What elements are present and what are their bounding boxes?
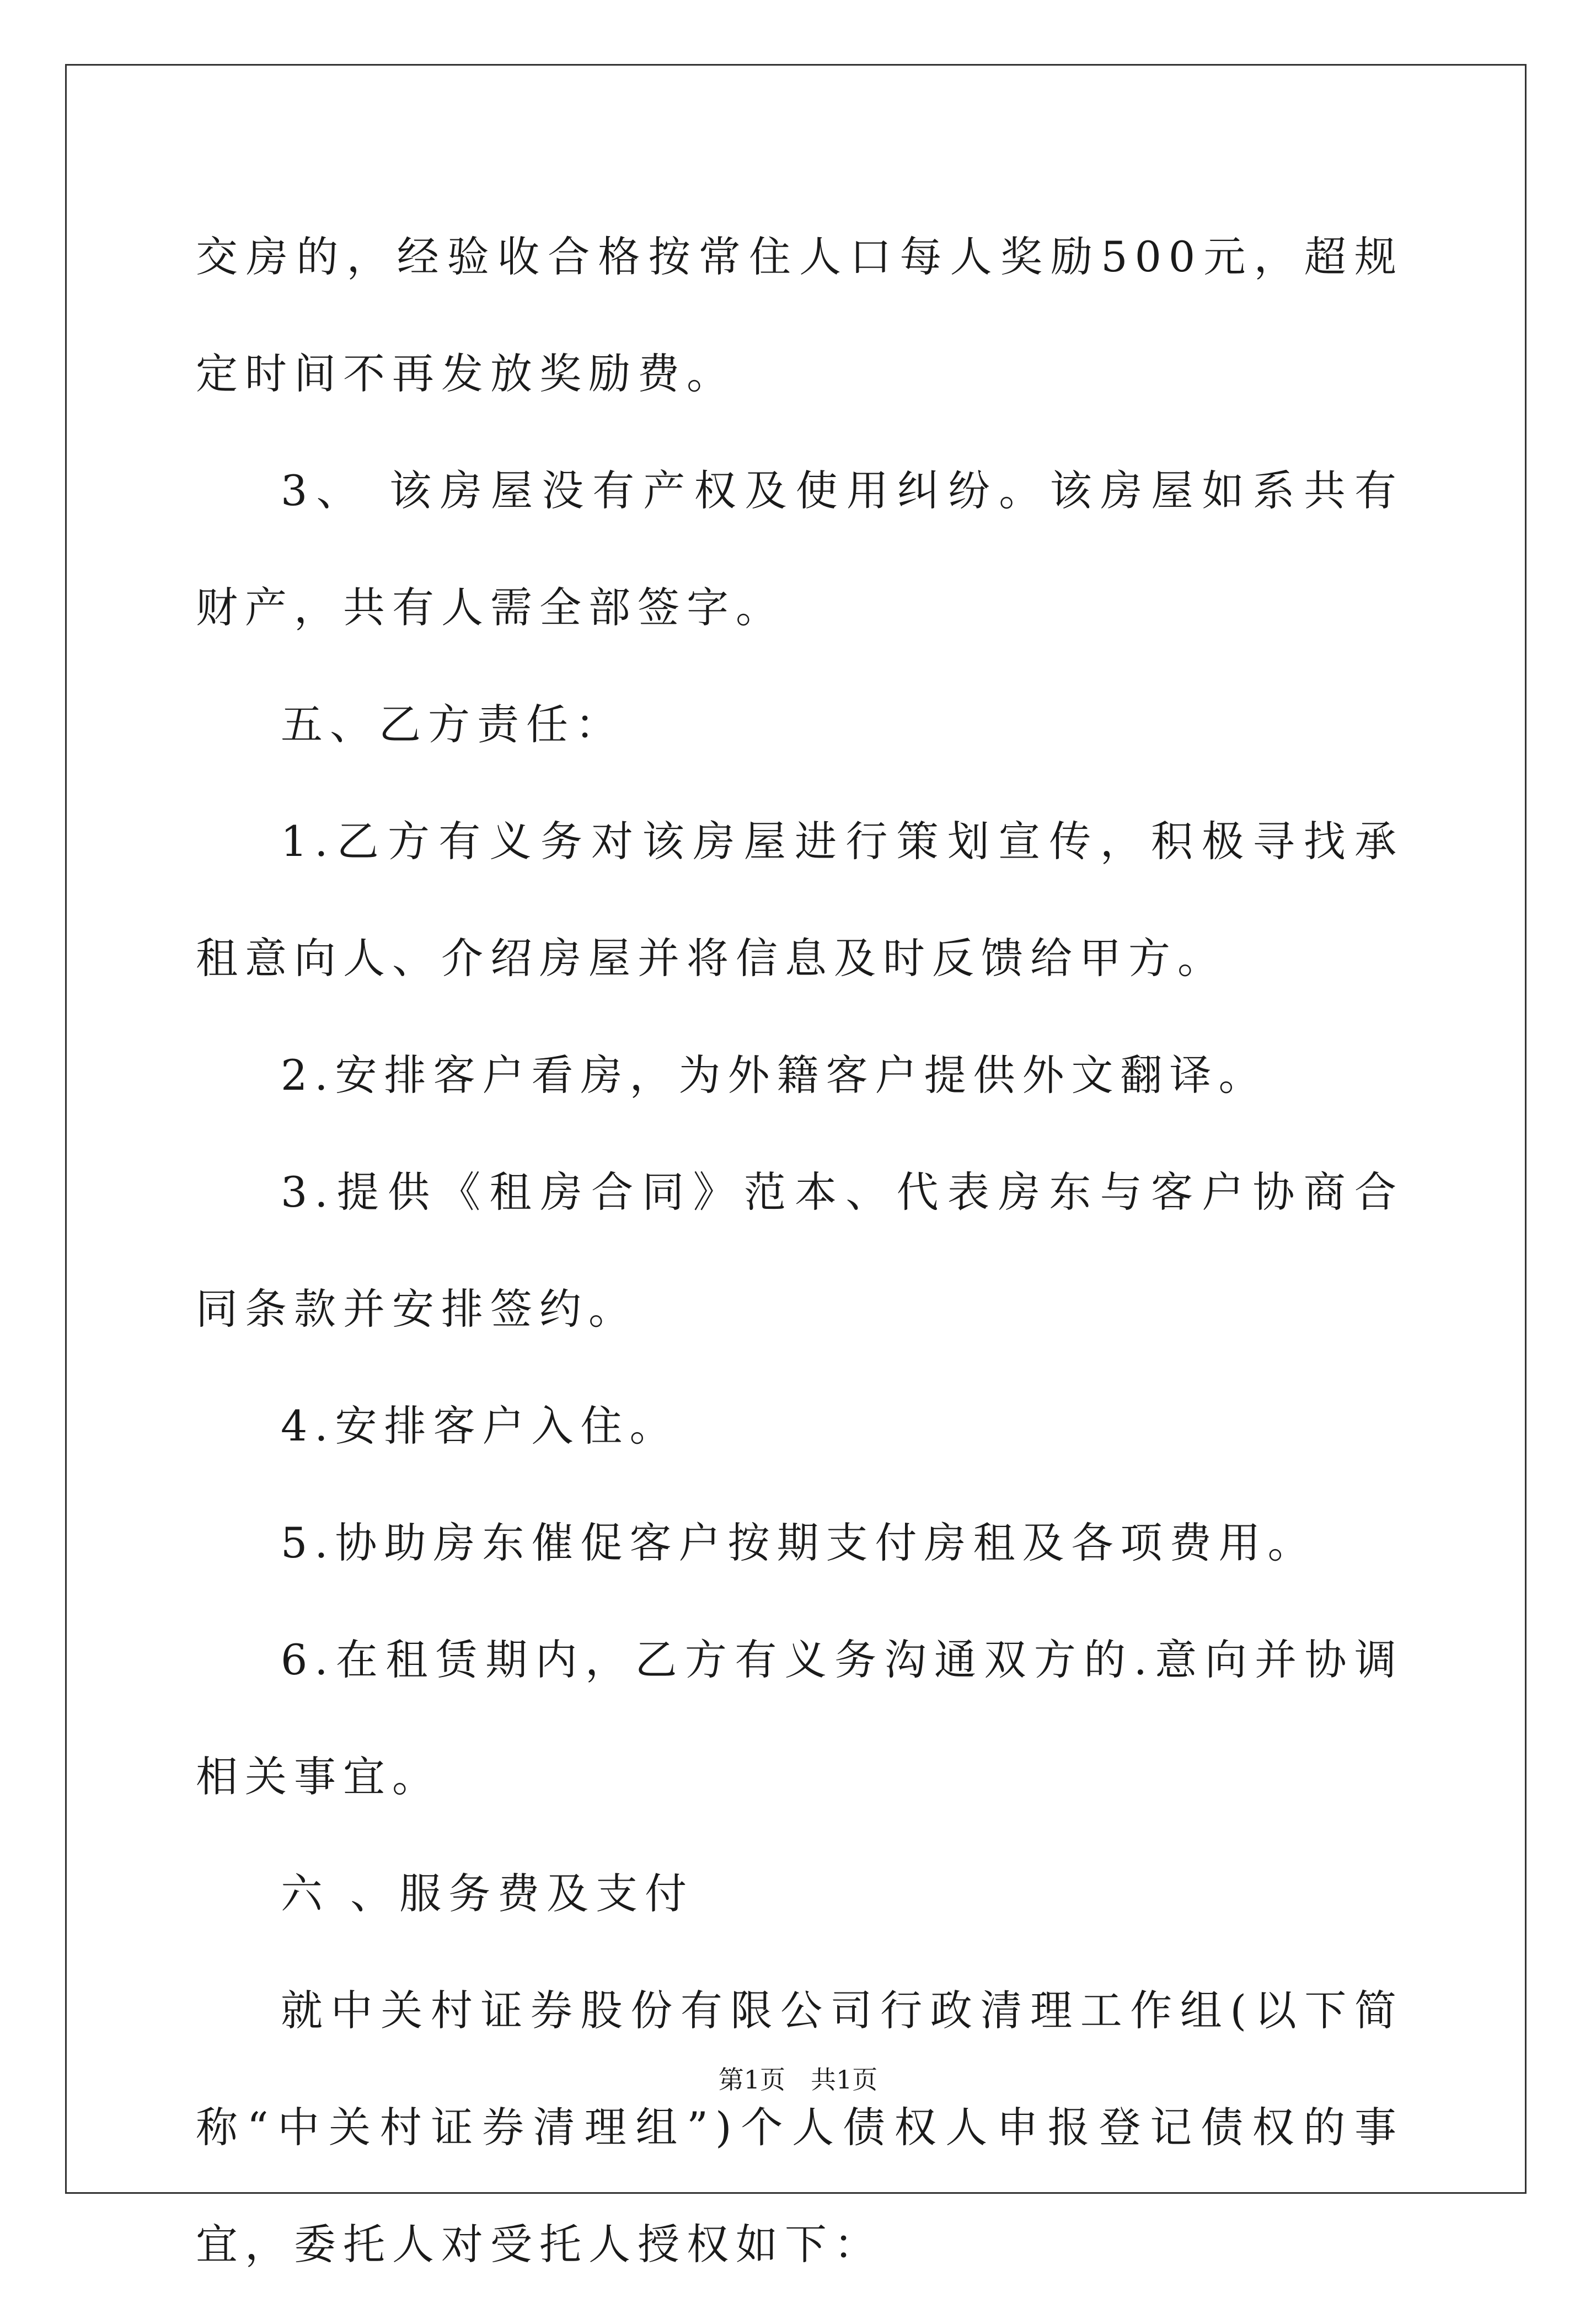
paragraph-authorization: 就中关村证券股份有限公司行政清理工作组(以下简称“中关村证券清理组”)个人债权人申报登记债权的事宜，委托人对受托人授权如下： — [196, 1986, 1404, 2269]
document-body — [196, 199, 1404, 2303]
section-heading-5: 五、乙方责任： — [281, 700, 624, 749]
paragraph-1: 交房的，经验收合格按常住人口每人奖励500元，超规定时间不再发放奖励费。 — [196, 232, 1404, 398]
paragraph-item-5: 5.协助房东催促客户按期支付房租及各项费用。 — [281, 1518, 1317, 1567]
page-footer: 第1页 共1页 — [718, 2065, 878, 2095]
paragraph-item-4: 4.安排客户入住。 — [281, 1401, 679, 1450]
paragraph-item-1: 1.乙方有义务对该房屋进行策划宣传，积极寻找承租意向人、介绍房屋并将信息及时反馈给甲方。 — [196, 817, 1404, 983]
paragraph-item-6: 6.在租赁期内，乙方有义务沟通双方的.意向并协调相关事宜。 — [196, 1635, 1404, 1801]
section-heading-6: 六 、服务费及支付 — [281, 1869, 694, 1918]
paragraph-item-2: 2.安排客户看房，为外籍客户提供外文翻译。 — [281, 1051, 1268, 1100]
paragraph-item-3: 3.提供《租房合同》范本、代表房东与客户协商合同条款并安排签约。 — [196, 1167, 1404, 1333]
paragraph-2: 3、 该房屋没有产权及使用纠纷。该房屋如系共有财产，共有人需全部签字。 — [196, 466, 1404, 632]
